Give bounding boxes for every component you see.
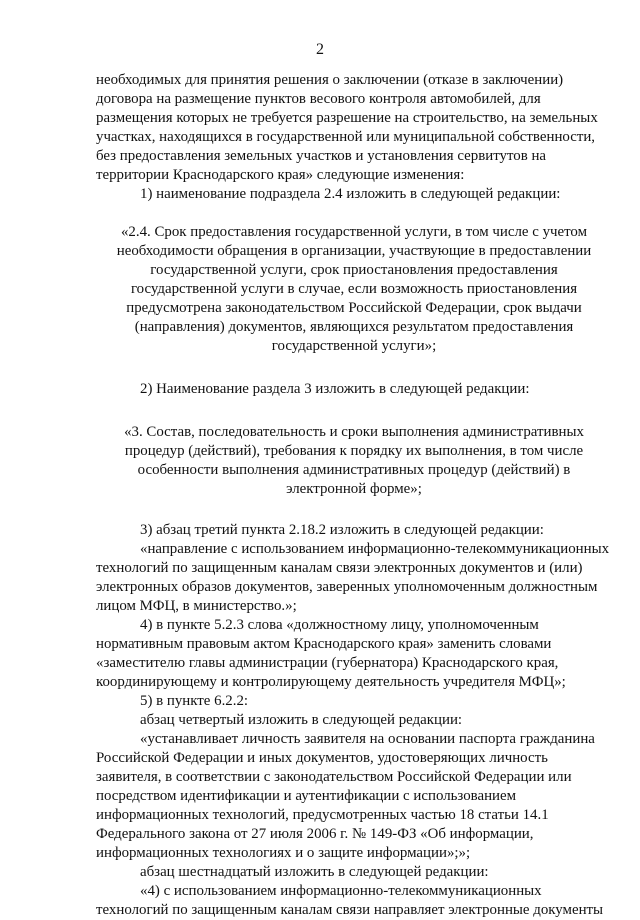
text-line: лицом МФЦ, в министерство.»; <box>96 598 297 614</box>
text-line: особенности выполнения административных процедур (действий) в <box>137 462 571 478</box>
item-1: 1) наименование подраздела 2.4 изложить в следующей редакции: <box>140 186 561 202</box>
text-line: «3. Состав, последовательность и сроки выполнения административных <box>124 424 584 440</box>
text-line: заявителя, в соответствии с законодательством Российской Федерации или <box>96 769 572 785</box>
text-line: «направление с использованием информационно-телекоммуникационных <box>140 541 610 557</box>
text-line: Российской Федерации и иных документов, удостоверяющих личность <box>96 750 548 766</box>
page-number: 2 <box>316 41 324 58</box>
quote-2-4 <box>96 223 612 356</box>
text-line: 4) в пункте 5.2.3 слова «должностному лицу, уполномоченным <box>140 617 539 633</box>
quote-6-2-2-para-4 <box>96 730 612 863</box>
text-line: информационных технологиях и о защите информации»;»; <box>96 845 471 861</box>
text-line: координирующему и контролирующему деятельность учредителя МФЦ»; <box>96 674 566 690</box>
text-line: договора на размещение пунктов весового контроля автомобилей, для <box>96 91 541 107</box>
text-line: информационных технологий, предусмотренных частью 18 статьи 14.1 <box>96 807 549 823</box>
text-line: «4) с использованием информационно-телекоммуникационных <box>140 883 542 899</box>
item-5-paragraph-4: абзац четвертый изложить в следующей редакции: <box>140 712 463 728</box>
text-line: «устанавливает личность заявителя на основании паспорта гражданина <box>140 731 595 747</box>
text-line: нормативным правовым актом Краснодарского края» заменить словами <box>96 636 552 652</box>
text-line: необходимости обращения в организации, участвующие в предоставлении <box>116 243 592 259</box>
text-line: государственной услуги в случае, если возможность приостановления <box>130 281 578 297</box>
text-line: посредством идентификации и аутентификации с использованием <box>96 788 517 804</box>
intro-paragraph <box>96 71 612 185</box>
document-body <box>96 71 612 920</box>
item-4 <box>96 616 612 692</box>
text-line: электронных образов документов, заверенных уполномоченным должностным <box>96 579 598 595</box>
text-line: без предоставления земельных участков и установления сервитутов на <box>96 148 547 164</box>
quote-6-2-2-para-16 <box>96 882 612 920</box>
text-line: Федерального закона от 27 июля 2006 г. № 149-ФЗ «Об информации, <box>96 826 534 842</box>
text-line: технологий по защищенным каналам связи электронных документов и (или) <box>96 560 583 576</box>
text-line: процедур (действий), требования к порядку их выполнения, в том числе <box>124 443 584 459</box>
text-line: государственной услуги, срок приостановления предоставления <box>150 262 558 278</box>
text-line: предусмотрена законодательством Российской Федерации, срок выдачи <box>126 300 582 316</box>
text-line: «заместителю главы администрации (губернатора) Краснодарского края, <box>96 655 559 671</box>
text-line: необходимых для принятия решения о заключении (отказе в заключении) <box>96 72 564 88</box>
item-2: 2) Наименование раздела 3 изложить в следующей редакции: <box>140 381 530 397</box>
text-line: территории Краснодарского края» следующие изменения: <box>96 167 465 183</box>
text-line: размещения которых не требуется разрешение на строительство, на земельных <box>96 110 598 126</box>
item-5: 5) в пункте 6.2.2: <box>140 693 249 709</box>
text-line: государственной услуги»; <box>271 338 437 354</box>
text-line: участках, находящихся в государственной или муниципальной собственности, <box>96 129 596 145</box>
quote-2-18-2 <box>96 540 612 616</box>
text-line: (направления) документов, являющихся результатом предоставления <box>134 319 574 335</box>
text-line: «2.4. Срок предоставления государственной услуги, в том числе с учетом <box>120 224 588 240</box>
quote-section-3 <box>96 423 612 499</box>
item-3: 3) абзац третий пункта 2.18.2 изложить в следующей редакции: <box>140 522 544 538</box>
item-5-paragraph-16: абзац шестнадцатый изложить в следующей редакции: <box>140 864 489 880</box>
text-line: электронной форме»; <box>286 481 422 497</box>
text-line: технологий по защищенным каналам связи направляет электронные документы <box>96 902 604 918</box>
